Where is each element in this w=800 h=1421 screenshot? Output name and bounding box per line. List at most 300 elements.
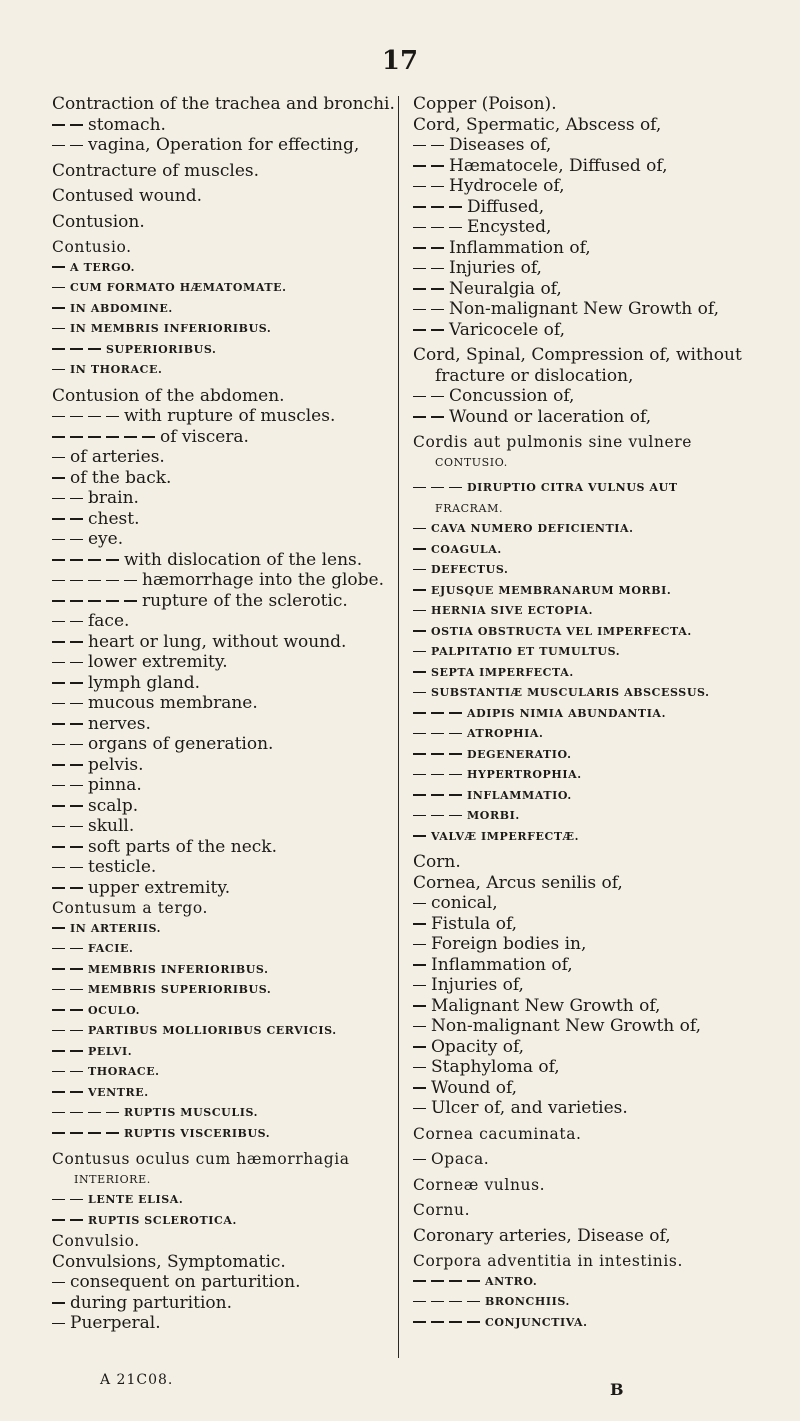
entry-text: Cord, Spermatic, Abscess of, [413, 114, 662, 135]
index-entry [52, 115, 388, 136]
entry-text: LENTE ELISA. [88, 1193, 184, 1206]
ditto-dash [413, 893, 431, 914]
entry-text: OSTIA OBSTRUCTA VEL IMPERFECTA. [431, 624, 692, 638]
entry-text: Encysted, [467, 217, 552, 237]
entry-text: FRACRAM. [435, 501, 504, 515]
entry-text: pinna. [88, 775, 142, 795]
entry-text: lower extremity. [88, 652, 228, 672]
ditto-dash [413, 663, 431, 684]
index-entry [52, 509, 388, 530]
index-entry [413, 581, 763, 602]
entry-text: Wound or laceration of, [449, 406, 652, 427]
ditto-dash [413, 683, 431, 704]
ditto-dash [52, 734, 88, 755]
index-entry [413, 1057, 763, 1078]
index-entry [52, 1293, 388, 1314]
entry-text: Foreign bodies in, [431, 934, 587, 954]
ditto-dash [52, 1272, 70, 1293]
index-entry [413, 1175, 763, 1196]
entry-text: Corn. [413, 852, 461, 872]
entry-text: Corneæ vulnus. [413, 1175, 546, 1194]
index-entry [413, 94, 763, 115]
entry-text: ADIPIS NIMIA ABUNDANTIA. [467, 706, 666, 720]
index-entry [413, 156, 763, 177]
ditto-dash [413, 1098, 431, 1119]
index-entry [52, 1083, 388, 1104]
entry-text: PARTIBUS MOLLIORIBUS CERVICIS. [88, 1024, 337, 1037]
ditto-dash [52, 673, 88, 694]
ditto-dash [413, 320, 449, 341]
entry-text: testicle. [88, 857, 157, 877]
ditto-dash [52, 755, 88, 776]
index-entry [52, 1021, 388, 1042]
index-entry [413, 955, 763, 976]
ditto-dash [413, 560, 431, 581]
index-entry [413, 914, 763, 935]
index-entry [413, 852, 763, 873]
ditto-dash [52, 816, 88, 837]
ditto-dash [413, 1037, 431, 1058]
ditto-dash [52, 319, 70, 340]
index-entry [413, 519, 763, 540]
entry-text: Cordis aut pulmonis sine vulnere [413, 433, 693, 451]
ditto-dash [413, 704, 467, 725]
index-entry [413, 279, 763, 300]
entry-text: with dislocation of the lens. [124, 549, 363, 570]
ditto-dash [413, 955, 431, 976]
index-entry [52, 1211, 388, 1232]
index-entry [413, 1313, 763, 1334]
index-entry [413, 1272, 763, 1293]
ditto-dash [413, 386, 449, 407]
index-entry [52, 796, 388, 817]
entry-text: Cornea cacuminata. [413, 1124, 582, 1143]
index-entry [413, 135, 763, 156]
index-entry [52, 468, 388, 489]
index-entry [52, 652, 388, 673]
index-entry [413, 478, 763, 499]
index-entry [413, 786, 763, 807]
entry-text: Corpora adventitia in intestinis. [413, 1252, 684, 1270]
column-divider [398, 96, 399, 1358]
entry-text: THORACE. [88, 1065, 160, 1078]
index-entry [52, 734, 388, 755]
entry-text: VENTRE. [88, 1085, 149, 1099]
entry-text: of viscera. [160, 426, 249, 447]
index-entry [52, 591, 388, 612]
entry-text: FACIE. [88, 942, 134, 955]
entry-text: heart or lung, without wound. [88, 631, 347, 652]
index-entry [52, 919, 388, 940]
index-entry [413, 407, 763, 428]
index-entry [52, 1170, 388, 1191]
ditto-dash [413, 1313, 485, 1334]
index-entry [52, 529, 388, 550]
entry-text: Hydrocele of, [449, 176, 565, 196]
entry-text: Staphyloma of, [431, 1057, 560, 1077]
entry-text: brain. [88, 488, 139, 508]
ditto-dash [52, 529, 88, 550]
index-entry [52, 360, 388, 381]
entry-text: Malignant New Growth of, [431, 995, 661, 1016]
entry-text: IN ABDOMINE. [70, 301, 173, 315]
index-entry [413, 806, 763, 827]
index-entry [413, 642, 763, 663]
entry-text: CUM FORMATO HÆMATOMATE. [70, 281, 287, 294]
entry-text: COAGULA. [431, 542, 502, 556]
index-entry [413, 115, 763, 136]
ditto-dash [413, 135, 449, 156]
index-entry [413, 996, 763, 1017]
entry-text: organs of generation. [88, 734, 274, 754]
ditto-dash [413, 279, 449, 300]
entry-text: Cord, Spinal, Compression of, without [413, 345, 742, 365]
index-entry [413, 386, 763, 407]
ditto-dash [413, 1149, 431, 1170]
ditto-dash [413, 996, 431, 1017]
index-entry [413, 1016, 763, 1037]
ditto-dash [52, 1001, 88, 1022]
index-column-right [413, 94, 763, 1333]
ditto-dash [413, 1057, 431, 1078]
index-entry [413, 176, 763, 197]
ditto-dash [413, 581, 431, 602]
ditto-dash [52, 570, 142, 591]
index-entry [52, 611, 388, 632]
entry-text: OCULO. [88, 1003, 141, 1017]
entry-text: PELVI. [88, 1044, 133, 1058]
entry-text: Varicocele of, [449, 319, 565, 340]
index-entry [413, 663, 763, 684]
index-entry [413, 453, 763, 474]
index-entry [52, 237, 388, 258]
index-entry [413, 540, 763, 561]
entry-text: Hæmatocele, Diffused of, [449, 155, 668, 176]
index-entry [52, 212, 388, 233]
index-entry [413, 299, 763, 320]
index-entry [413, 934, 763, 955]
index-entry [52, 878, 388, 899]
page-number: 17 [381, 46, 419, 76]
index-entry [52, 898, 388, 919]
entry-text: of the back. [70, 467, 172, 488]
ditto-dash [52, 427, 160, 448]
index-entry [52, 1062, 388, 1083]
entry-text: Concussion of, [449, 386, 575, 406]
index-entry [52, 135, 388, 156]
ditto-dash [413, 299, 449, 320]
index-entry [52, 837, 388, 858]
index-entry [413, 366, 763, 387]
entry-text: ANTRO. [485, 1274, 538, 1288]
ditto-dash [413, 786, 467, 807]
ditto-dash [413, 1016, 431, 1037]
index-entry [413, 1098, 763, 1119]
entry-text: Inflammation of, [449, 237, 591, 258]
index-entry [413, 1292, 763, 1313]
entry-text: DIRUPTIO CITRA VULNUS AUT [467, 481, 678, 494]
entry-text: Opaca. [431, 1150, 490, 1168]
index-entry [52, 488, 388, 509]
entry-text: hæmorrhage into the globe. [142, 570, 384, 590]
index-entry [413, 1251, 763, 1272]
entry-text: consequent on parturition. [70, 1272, 301, 1292]
index-entry [52, 939, 388, 960]
ditto-dash [52, 693, 88, 714]
index-entry [413, 683, 763, 704]
entry-text: MORBI. [467, 809, 520, 822]
index-entry [52, 1001, 388, 1022]
ditto-dash [52, 714, 88, 735]
ditto-dash [413, 806, 467, 827]
ditto-dash [413, 724, 467, 745]
index-entry [52, 960, 388, 981]
ditto-dash [413, 407, 449, 428]
ditto-dash [413, 217, 467, 238]
entry-text: skull. [88, 816, 135, 836]
index-entry [413, 1078, 763, 1099]
index-entry [413, 704, 763, 725]
index-entry [413, 238, 763, 259]
index-entry [52, 427, 388, 448]
entry-text: CONJUNCTIVA. [485, 1315, 588, 1329]
ditto-dash [413, 622, 431, 643]
entry-text: soft parts of the neck. [88, 836, 278, 857]
entry-text: CAVA NUMERO DEFICIENTIA. [431, 522, 634, 535]
ditto-dash [413, 765, 467, 786]
index-entry [413, 217, 763, 238]
entry-text: during parturition. [70, 1292, 232, 1313]
entry-text: mucous membrane. [88, 693, 258, 713]
ditto-dash [52, 360, 70, 381]
entry-text: RUPTIS VISCERIBUS. [124, 1126, 271, 1140]
entry-text: chest. [88, 508, 140, 529]
index-entry [52, 278, 388, 299]
ditto-dash [413, 1272, 485, 1293]
entry-text: SUBSTANTIÆ MUSCULARIS ABSCESSUS. [431, 686, 710, 699]
ditto-dash [52, 775, 88, 796]
entry-text: upper extremity. [88, 877, 231, 898]
index-entry [52, 406, 388, 427]
ditto-dash [413, 176, 449, 197]
ditto-dash [52, 611, 88, 632]
ditto-dash [52, 468, 70, 489]
entry-text: Contraction of the trachea and bronchi. [52, 94, 395, 114]
ditto-dash [52, 258, 70, 279]
index-entry [413, 1149, 763, 1170]
ditto-dash [413, 478, 467, 499]
ditto-dash [52, 1103, 124, 1124]
index-entry [52, 857, 388, 878]
ditto-dash [413, 258, 449, 279]
index-entry [413, 893, 763, 914]
index-entry [413, 724, 763, 745]
entry-text: Contusus oculus cum hæmorrhagia [52, 1150, 350, 1168]
index-entry [52, 570, 388, 591]
entry-text: Convulsions, Symptomatic. [52, 1251, 286, 1272]
entry-text: EJUSQUE MEMBRANARUM MORBI. [431, 583, 672, 597]
ditto-dash [413, 197, 467, 218]
entry-text: Contusion. [52, 211, 145, 232]
ditto-dash [52, 1211, 88, 1232]
ditto-dash [413, 519, 431, 540]
ditto-dash [52, 299, 70, 320]
index-entry [413, 975, 763, 996]
ditto-dash [52, 1293, 70, 1314]
entry-text: HYPERTROPHIA. [467, 768, 582, 781]
entry-text: BRONCHIIS. [485, 1295, 570, 1308]
entry-text: rupture of the sclerotic. [142, 590, 348, 611]
index-entry [52, 1124, 388, 1145]
entry-text: IN THORACE. [70, 363, 163, 376]
ditto-dash [413, 642, 431, 663]
entry-text: MEMBRIS SUPERIORIBUS. [88, 983, 272, 996]
entry-text: lymph gland. [88, 672, 201, 693]
index-entry [52, 1042, 388, 1063]
entry-text: Copper (Poison). [413, 94, 557, 114]
entry-text: Coronary arteries, Disease of, [413, 1225, 671, 1246]
entry-text: Fistula of, [431, 913, 518, 934]
index-entry [413, 1124, 763, 1145]
entry-text: pelvis. [88, 754, 144, 775]
entry-text: CONTUSIO. [435, 455, 508, 469]
ditto-dash [52, 340, 106, 361]
entry-text: Wound of, [431, 1077, 518, 1098]
entry-text: Contracture of muscles. [52, 160, 260, 181]
entry-text: Diffused, [467, 196, 545, 217]
index-entry [52, 1190, 388, 1211]
entry-text: IN ARTERIIS. [70, 921, 162, 935]
entry-text: Cornu. [413, 1201, 471, 1219]
index-entry [52, 714, 388, 735]
entry-text: Contusion of the abdomen. [52, 385, 285, 406]
entry-text: Cornea, Arcus senilis of, [413, 872, 623, 893]
ditto-dash [52, 878, 88, 899]
entry-text: Contused wound. [52, 186, 203, 206]
entry-text: Ulcer of, and varieties. [431, 1098, 628, 1118]
index-entry [52, 1252, 388, 1273]
entry-text: PALPITATIO ET TUMULTUS. [431, 645, 621, 658]
entry-text: scalp. [88, 795, 139, 816]
ditto-dash [52, 1083, 88, 1104]
ditto-dash [52, 919, 70, 940]
entry-text: Injuries of, [431, 975, 524, 995]
ditto-dash [413, 975, 431, 996]
index-entry [413, 320, 763, 341]
index-entry [413, 745, 763, 766]
ditto-dash [52, 980, 88, 1001]
ditto-dash [52, 135, 88, 156]
ditto-dash [52, 447, 70, 468]
index-entry [52, 186, 388, 207]
entry-text: nerves. [88, 713, 151, 734]
entry-text: INFLAMMATIO. [467, 788, 572, 802]
ditto-dash [413, 156, 449, 177]
ditto-dash [52, 1042, 88, 1063]
entry-text: Contusum a tergo. [52, 899, 209, 917]
index-entry [52, 673, 388, 694]
index-entry [413, 765, 763, 786]
entry-text: Injuries of, [449, 258, 542, 278]
index-entry [52, 816, 388, 837]
entry-text: Convulsio. [52, 1232, 140, 1250]
ditto-dash [52, 939, 88, 960]
ditto-dash [52, 1062, 88, 1083]
entry-text: stomach. [88, 114, 166, 135]
ditto-dash [413, 601, 431, 622]
ditto-dash [52, 278, 70, 299]
entry-text: face. [88, 611, 130, 631]
ditto-dash [52, 1021, 88, 1042]
ditto-dash [52, 632, 88, 653]
index-entry [52, 1149, 388, 1170]
ditto-dash [52, 960, 88, 981]
index-entry [52, 447, 388, 468]
ditto-dash [413, 1292, 485, 1313]
ditto-dash [52, 406, 124, 427]
index-entry [413, 345, 763, 366]
index-entry [413, 1037, 763, 1058]
entry-text: IN MEMBRIS INFERIORIBUS. [70, 322, 272, 335]
index-entry [52, 386, 388, 407]
entry-text: Non-malignant New Growth of, [431, 1016, 701, 1036]
ditto-dash [413, 745, 467, 766]
index-entry [52, 299, 388, 320]
entry-text: MEMBRIS INFERIORIBUS. [88, 962, 269, 976]
ditto-dash [52, 591, 142, 612]
entry-text: VALVÆ IMPERFECTÆ. [431, 829, 580, 843]
index-entry [413, 197, 763, 218]
ditto-dash [52, 509, 88, 530]
entry-text: ATROPHIA. [467, 727, 544, 740]
index-entry [52, 94, 395, 115]
ditto-dash [52, 1313, 70, 1334]
printer-signature: A 21C08. [100, 1372, 174, 1388]
index-entry [52, 1272, 388, 1293]
index-entry [52, 980, 388, 1001]
entry-text: INTERIORE. [74, 1172, 151, 1186]
index-entry [52, 161, 388, 182]
entry-text: fracture or dislocation, [435, 365, 634, 386]
signature-letter: B [610, 1380, 624, 1399]
index-entry [52, 1231, 388, 1252]
ditto-dash [52, 550, 124, 571]
ditto-dash [52, 652, 88, 673]
index-entry [413, 601, 763, 622]
entry-text: Neuralgia of, [449, 278, 562, 299]
entry-text: Non-malignant New Growth of, [449, 299, 719, 319]
ditto-dash [413, 1078, 431, 1099]
entry-text: DEFECTUS. [431, 563, 509, 576]
ditto-dash [413, 934, 431, 955]
index-entry [413, 1200, 763, 1221]
ditto-dash [52, 488, 88, 509]
ditto-dash [413, 827, 431, 848]
index-entry [413, 827, 763, 848]
index-entry [52, 258, 388, 279]
entry-text: A TERGO. [70, 260, 136, 274]
entry-text: of arteries. [70, 447, 165, 467]
index-entry [413, 622, 763, 643]
index-entry [52, 775, 388, 796]
index-entry [52, 693, 388, 714]
entry-text: Contusio. [52, 238, 132, 256]
index-entry [413, 499, 763, 520]
entry-text: RUPTIS MUSCULIS. [124, 1106, 259, 1119]
entry-text: SUPERIORIBUS. [106, 342, 217, 356]
ditto-dash [52, 115, 88, 136]
index-entry [413, 258, 763, 279]
